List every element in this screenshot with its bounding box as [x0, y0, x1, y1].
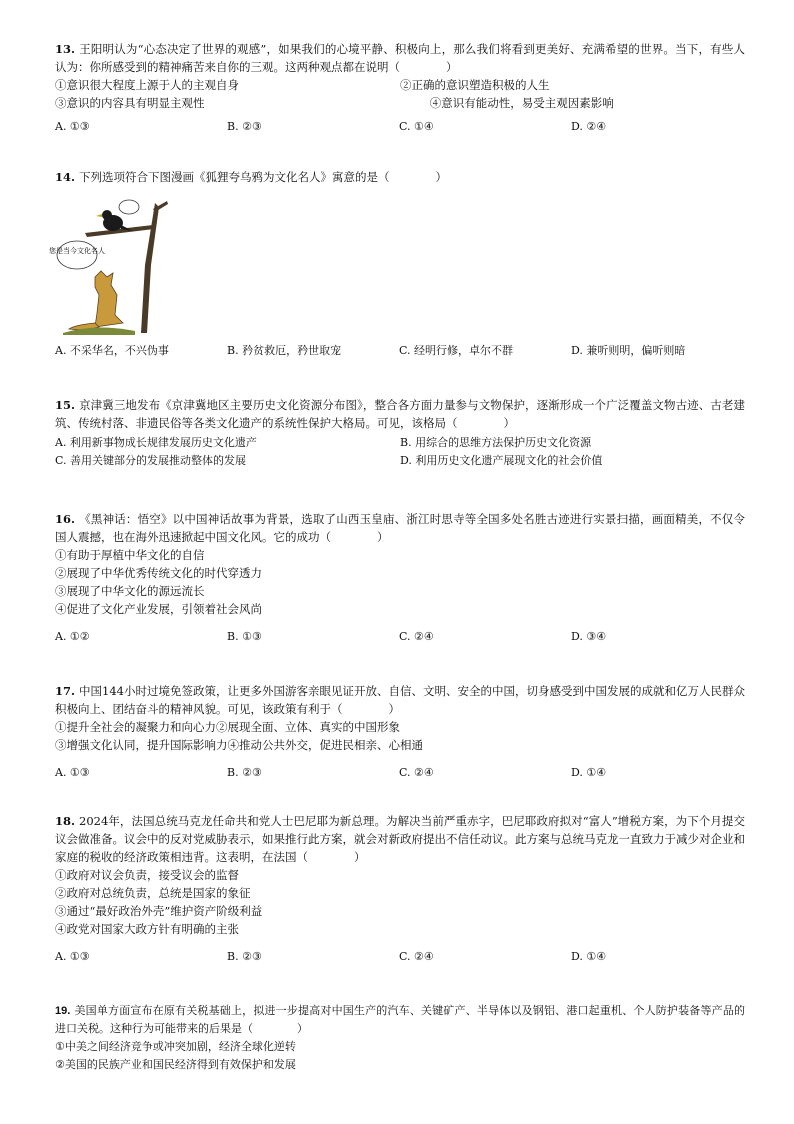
stem-text: 2024年，法国总统马克龙任命共和党人士巴尼耶为新总理。为解决当前严重赤字，巴尼耶政府拟对“富人”增税方案，为下个月提交议会做准备。议会中的反对党威胁表示，如果推行此方案，就会对新政府提出不信任动议。此方案与总统马克龙一直致力于减少对企业和家庭的税收的经济政策相违背。这表明，在法国（ ） — [55, 814, 745, 864]
question-17 — [55, 682, 745, 782]
option-d[interactable]: D. 兼听则明，偏听则暗 — [571, 344, 686, 357]
statement-2: ②展现了中华优秀传统文化的时代穿透力 — [55, 566, 262, 580]
question-16-stem — [55, 510, 745, 546]
crow-head — [102, 210, 112, 220]
option-a[interactable]: A. 不采华名，不兴伪事 — [55, 344, 169, 357]
question-number: 13. — [55, 42, 76, 56]
stem-text: 中国144小时过境免签政策，让更多外国游客亲眼见证开放、自信、文明、安全的中国，切身感受到中国发展的成就和亿万人民群众积极向上、团结奋斗的精神风貌。可见，该政策有利于（ ） — [55, 684, 745, 716]
question-14-stem — [55, 168, 745, 186]
option-a[interactable]: A. 利用新事物成长规律发展历史文化遗产 — [55, 436, 257, 449]
statement-row — [55, 94, 745, 112]
statement-3: ③增强文化认同，提升国际影响力 — [55, 738, 228, 752]
option-d[interactable]: D. ①④ — [571, 766, 607, 779]
statement-1: ①意识很大程度上源于人的主观自身 — [55, 78, 239, 92]
option-b[interactable]: B. ①③ — [227, 630, 262, 643]
statement-row — [55, 76, 745, 94]
answer-options — [55, 764, 745, 782]
question-18 — [55, 812, 745, 966]
option-a[interactable]: A. ①② — [55, 630, 90, 643]
statement-4: ④推动公共外交，促进民相亲、心相通 — [227, 738, 423, 752]
statement-4: ④促进了文化产业发展，引领着社会风尚 — [55, 602, 262, 616]
fox — [95, 271, 123, 327]
statement-4: ④意识有能动性，易受主观因素影响 — [429, 96, 614, 110]
fox-speech-text: 您是当今文化名人 — [49, 247, 105, 255]
question-17-stem — [55, 682, 745, 718]
option-c[interactable]: C. 经明行修，卓尔不群 — [399, 344, 514, 357]
statement-1: ①中美之间经济竞争或冲突加剧，经济全球化逆转 — [55, 1041, 296, 1053]
statement-2: ②正确的意识塑造积极的人生 — [400, 78, 550, 92]
question-number: 15. — [55, 398, 76, 412]
option-d[interactable]: D. ①④ — [571, 950, 607, 963]
question-19-stem — [55, 1002, 745, 1038]
option-c[interactable]: C. ②④ — [399, 766, 434, 779]
option-b[interactable]: B. 用综合的思维方法保护历史文化资源 — [400, 436, 592, 449]
answer-options — [55, 118, 745, 136]
statement-1: ①政府对议会负责，接受议会的监督 — [55, 868, 239, 882]
statement-3: ③通过“最好政治外壳”维护资产阶级利益 — [55, 904, 263, 918]
tree-trunk — [141, 203, 159, 333]
statement-1: ①有助于厚植中华文化的自信 — [55, 548, 205, 562]
statement-3: ③展现了中华文化的源远流长 — [55, 584, 205, 598]
answer-options — [55, 628, 745, 646]
question-number: 18. — [55, 814, 76, 828]
option-b[interactable]: B. 矜贫救厄，矜世取宠 — [227, 344, 342, 357]
question-15 — [55, 396, 745, 470]
answer-options — [55, 948, 745, 966]
answer-options — [55, 434, 745, 470]
question-18-stem — [55, 812, 745, 866]
option-d[interactable]: D. ②④ — [571, 120, 607, 133]
fox-crow-cartoon — [49, 195, 175, 335]
crow-beak — [96, 214, 102, 217]
option-a[interactable]: A. ①③ — [55, 766, 90, 779]
statement-2: ②政府对总统负责，总统是国家的象征 — [55, 886, 251, 900]
question-number: 19. — [55, 1005, 71, 1017]
option-b[interactable]: B. ②③ — [227, 120, 262, 133]
option-c[interactable]: C. ②④ — [399, 950, 434, 963]
question-14 — [55, 168, 745, 186]
stem-text: 下列选项符合下图漫画《狐狸夸乌鸦为文化名人》寓意的是（ ） — [79, 170, 448, 184]
question-13-stem — [55, 40, 745, 76]
question-number: 17. — [55, 684, 76, 698]
option-c[interactable]: C. 善用关键部分的发展推动整体的发展 — [55, 454, 247, 467]
stem-text: 《黑神话：悟空》以中国神话故事为背景，选取了山西玉皇庙、浙江时思寺等全国多处名胜古迹进行实景扫描，画面精美，不仅令国人震撼，也在海外迅速掀起中国文化风。它的成功（ ） — [55, 512, 745, 544]
question-13 — [55, 40, 745, 136]
option-a[interactable]: A. ①③ — [55, 950, 90, 963]
option-d[interactable]: D. ③④ — [571, 630, 607, 643]
question-19 — [55, 1002, 745, 1074]
option-c[interactable]: C. ①④ — [399, 120, 434, 133]
stem-text: 美国单方面宣布在原有关税基础上，拟进一步提高对中国生产的汽车、关键矿产、半导体以及钢铝、港口起重机、个人防护装备等产品的进口关税。这种行为可能带来的后果是（ ） — [55, 1005, 745, 1035]
statement-1: ①提升全社会的凝聚力和向心力 — [55, 720, 216, 734]
stem-text: 京津冀三地发布《京津冀地区主要历史文化资源分布图》，整合各方面力量参与文物保护，逐渐形成一个广泛覆盖文物古迹、古老建筑、传统村落、非遗民俗等各类文化遗产的系统性保护大格局。可见，该格局（ ） — [55, 398, 745, 430]
statement-row — [55, 718, 745, 736]
statement-2: ②展现全面、立体、真实的中国形象 — [216, 720, 400, 734]
question-14-options-block — [55, 342, 745, 360]
question-number: 14. — [55, 170, 76, 184]
question-16 — [55, 510, 745, 646]
stem-text: 王阳明认为“心态决定了世界的观感”，如果我们的心境平静、积极向上，那么我们将看到更美好、充满希望的世界。当下，有些人认为：你所感受到的精神痛苦来自你的三观。这两种观点都在说明（ ） — [55, 42, 745, 74]
answer-options — [55, 342, 745, 360]
question-number: 16. — [55, 512, 76, 526]
statement-2: ②美国的民族产业和国民经济得到有效保护和发展 — [55, 1059, 296, 1071]
option-d[interactable]: D. 利用历史文化遗产展现文化的社会价值 — [400, 454, 603, 467]
option-c[interactable]: C. ②④ — [399, 630, 434, 643]
statement-row — [55, 736, 745, 754]
statement-3: ③意识的内容具有明显主观性 — [55, 96, 205, 110]
statement-4: ④政党对国家大政方针有明确的主张 — [55, 922, 239, 936]
option-b[interactable]: B. ②③ — [227, 950, 262, 963]
fox-speech-bubble — [57, 241, 97, 269]
question-15-stem — [55, 396, 745, 432]
option-a[interactable]: A. ①③ — [55, 120, 90, 133]
option-b[interactable]: B. ②③ — [227, 766, 262, 779]
crow-speech-bubble — [119, 200, 139, 214]
